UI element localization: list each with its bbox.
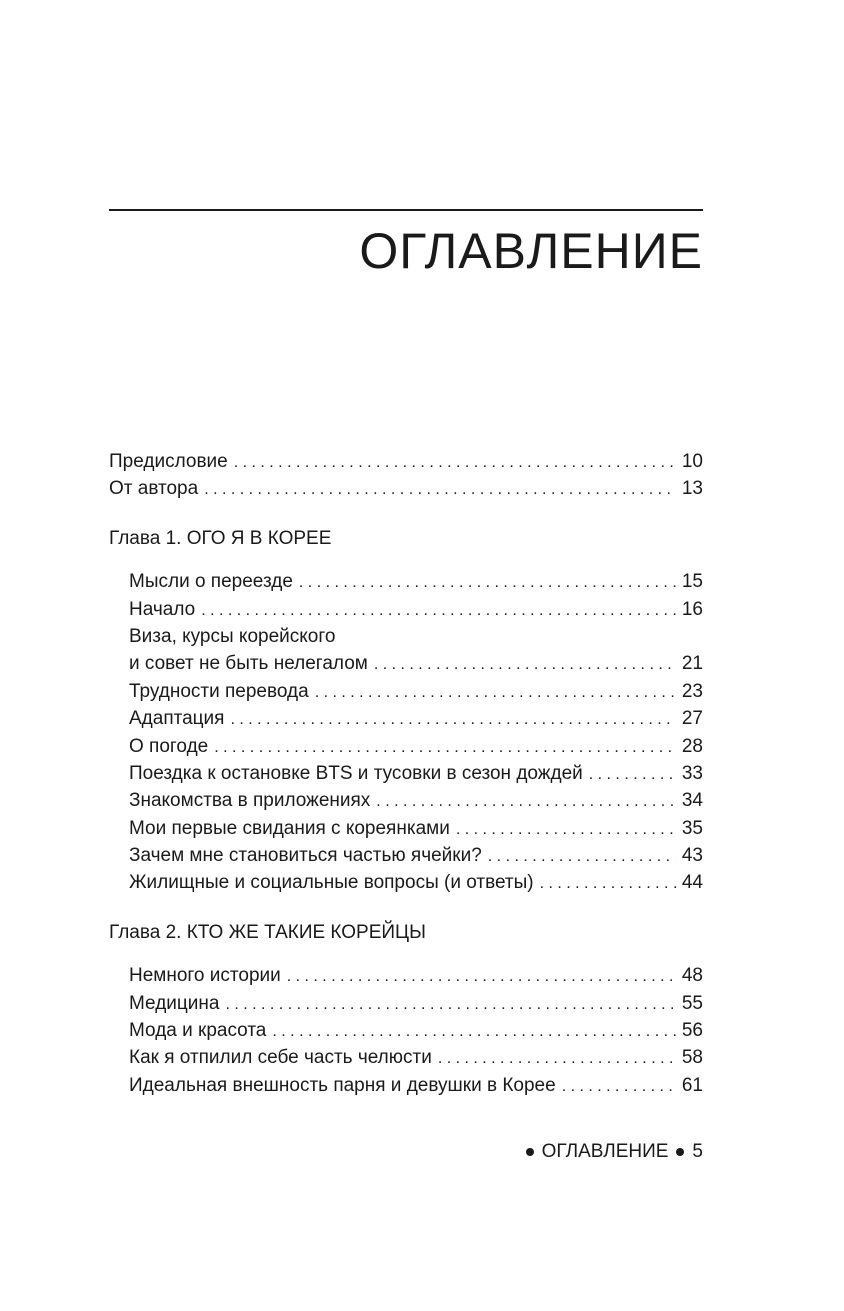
- footer-section-title: ОГЛАВЛЕНИЕ: [541, 1141, 669, 1162]
- dot-leader: [234, 449, 676, 476]
- toc-entry: [109, 650, 703, 677]
- toc-entry-label: Адаптация: [129, 708, 225, 730]
- toc-entry-page: 56: [681, 1020, 703, 1042]
- toc-entry: [109, 705, 703, 732]
- bullet-icon: [676, 1148, 684, 1156]
- dot-leader: [230, 706, 675, 733]
- dot-leader: [438, 1045, 676, 1072]
- chapter-1-heading: Глава 1. ОГО Я В КОРЕЕ: [109, 527, 332, 549]
- toc-entry: [109, 815, 703, 842]
- toc-entry-page: 15: [681, 571, 703, 593]
- toc-entry: [109, 733, 703, 760]
- dot-leader: [589, 761, 676, 788]
- toc-entry-label-line1: Виза, курсы корейского: [129, 625, 336, 647]
- toc-entry: [109, 869, 703, 896]
- toc-entry: [109, 1017, 703, 1044]
- toc-entry: [109, 990, 703, 1017]
- toc-entry-page: 33: [681, 762, 703, 784]
- toc-entry-label: Как я отпилил себе часть челюсти: [129, 1047, 432, 1069]
- top-rule: [109, 209, 703, 211]
- bullet-icon: [526, 1148, 534, 1156]
- running-footer: [518, 1138, 703, 1165]
- dot-leader: [287, 963, 676, 990]
- dot-leader: [214, 734, 676, 761]
- dot-leader: [225, 991, 675, 1018]
- toc-entry-label: Мои первые свидания с кореянками: [129, 817, 450, 839]
- toc-entry: [109, 678, 703, 705]
- toc-entry-label: Немного истории: [129, 965, 281, 987]
- toc-entry: [109, 1072, 703, 1099]
- dot-leader: [456, 816, 676, 843]
- toc-entry-label: и совет не быть нелегалом: [129, 653, 368, 675]
- toc-entry-label: Медицина: [129, 992, 220, 1014]
- dot-leader: [562, 1073, 676, 1100]
- toc-entry-label: Идеальная внешность парня и девушки в Корее: [129, 1074, 556, 1096]
- toc-entry-page: 55: [681, 992, 703, 1014]
- toc-entry-label: Поездка к остановке BTS и тусовки в сезон дождей: [129, 762, 583, 784]
- dot-leader: [374, 651, 676, 678]
- toc-entry-label: Зачем мне становиться частью ячейки?: [129, 845, 482, 867]
- toc-entry-page: 34: [681, 790, 703, 812]
- footer-page-number: 5: [692, 1141, 703, 1162]
- toc-entry-page: 48: [681, 965, 703, 987]
- toc-entry: [109, 760, 703, 787]
- toc-entry-label: Жилищные и социальные вопросы (и ответы): [129, 872, 534, 894]
- toc-entry-page: 35: [681, 817, 703, 839]
- toc-entry-page: 58: [681, 1047, 703, 1069]
- toc-entry-label: Знакомства в приложениях: [129, 790, 371, 812]
- toc-entry-preface: [109, 448, 703, 475]
- toc-entry-from-author: [109, 475, 703, 502]
- toc-entry: [109, 568, 703, 595]
- toc-entry-page: 13: [681, 478, 703, 500]
- toc-entry-page: 28: [681, 735, 703, 757]
- toc-entry-label: Предисловие: [109, 451, 228, 472]
- toc-entry-label: Начало: [129, 598, 196, 620]
- dot-leader: [376, 788, 676, 815]
- toc-entry-page: 27: [681, 708, 703, 730]
- toc-entry-label: Трудности перевода: [129, 680, 309, 702]
- dot-leader: [299, 569, 676, 596]
- toc-entry: [109, 842, 703, 869]
- toc-entry: [109, 596, 703, 623]
- toc-entry-label: От автора: [109, 478, 199, 500]
- dot-leader: [540, 870, 676, 897]
- toc-entry-page: 43: [681, 845, 703, 867]
- dot-leader: [204, 476, 676, 503]
- toc-entry-page: 10: [681, 451, 703, 472]
- toc-entry: [109, 787, 703, 814]
- dot-leader: [315, 679, 676, 706]
- toc-entry: [109, 1044, 703, 1071]
- chapter-2-heading: Глава 2. КТО ЖЕ ТАКИЕ КОРЕЙЦЫ: [109, 921, 426, 943]
- toc-entry-label: О погоде: [129, 735, 209, 757]
- toc-entry: [109, 962, 703, 989]
- book-page: [109, 0, 703, 1311]
- toc-entry-page: 21: [681, 653, 703, 675]
- toc-entry-page: 44: [681, 872, 703, 894]
- toc-entry-label: Мода и красота: [129, 1020, 267, 1042]
- toc-entry-page: 16: [681, 598, 703, 620]
- page-title: ОГЛАВЛЕНИЕ: [359, 223, 703, 279]
- dot-leader: [488, 843, 676, 870]
- dot-leader: [272, 1018, 675, 1045]
- toc-entry-label: Мысли о переезде: [129, 571, 293, 593]
- table-of-contents: [109, 448, 703, 1099]
- toc-entry-page: 23: [681, 680, 703, 702]
- toc-entry-page: 61: [681, 1074, 703, 1096]
- dot-leader: [201, 597, 676, 624]
